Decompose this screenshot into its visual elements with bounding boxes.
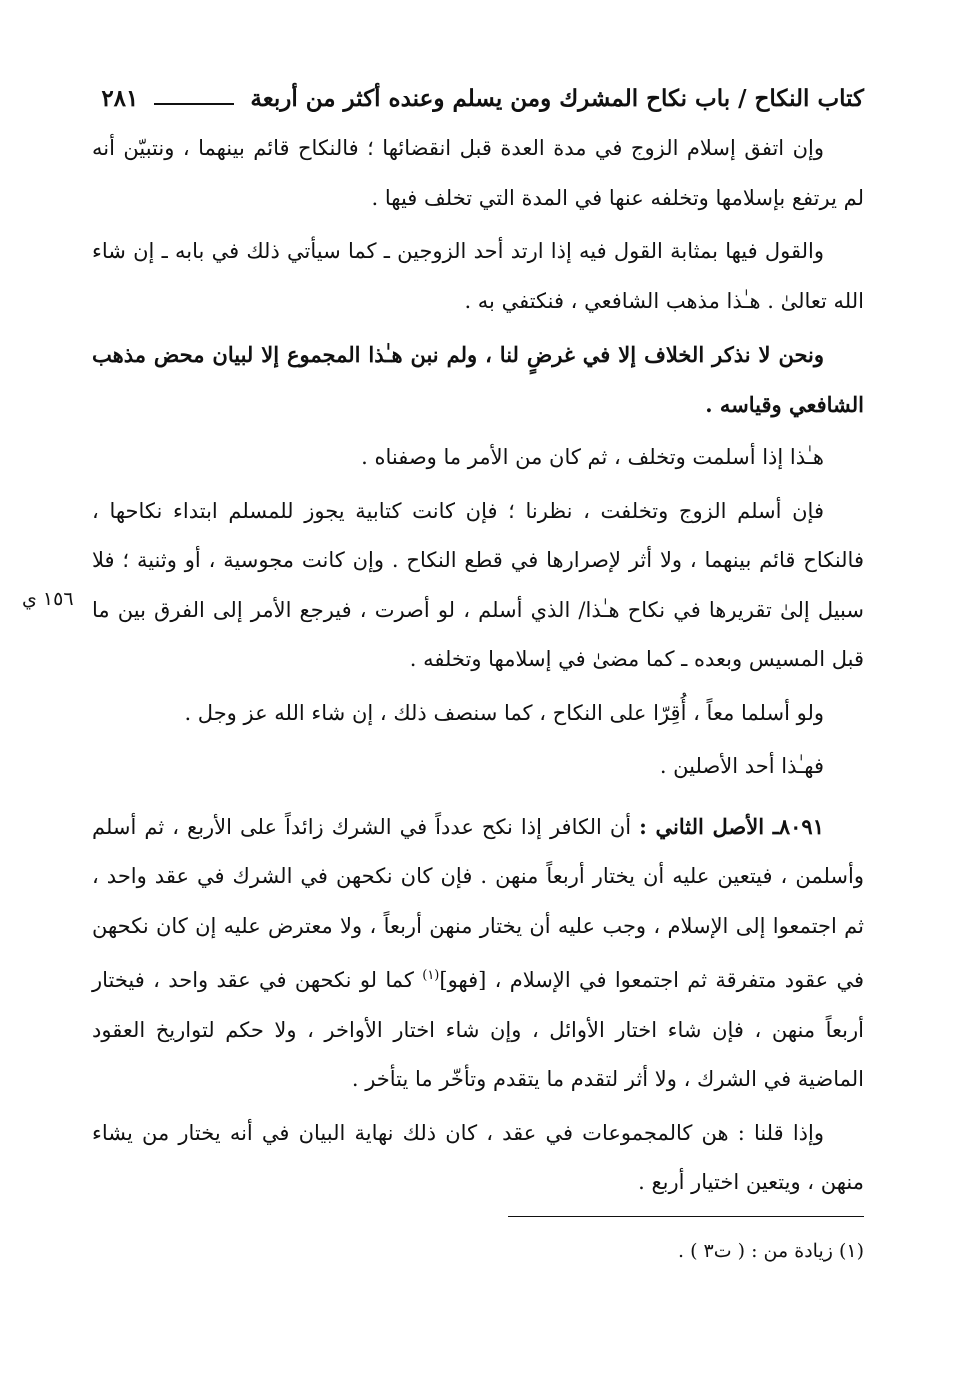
paragraph: وإذا قلنا : هن كالمجموعات في عقد ، كان ذلك نهاية البيان في أنه يختار من يشاء منهن ، ويتعين اختيار أربع .: [92, 1120, 864, 1194]
paragraph: فإن أسلم الزوج وتخلفت ، نظرنا ؛ فإن كانت كتابية يجوز للمسلم ابتداء نكاحها ، فالنكاح قائم بينهما ، ولا أثر لإصرارها في قطع النكاح . وإن كانت مجوسية ، أو وثنية ؛ فلا سبيل إلىٰ تقريرها في نكاح هـٰذا/ الذي أسلم ، لو أصرت ، فيرجع الأمر إلى الفرق بين ما قبل المسيس وبعده ـ كما مضىٰ في إسلامها وتخلفه .: [92, 498, 864, 671]
running-header: [92, 78, 864, 118]
paragraph: ونحن لا نذكر الخلاف إلا في غرضٍ لنا ، ولم نبن هـٰذا المجموع إلا لبيان محض مذهب الشافعي وقياسه .: [92, 342, 864, 417]
footnote: (١) زيادة من : ( ت٣ ) .: [677, 1240, 864, 1262]
footnote-separator: [508, 1216, 864, 1217]
paragraph: ولو أسلما معاً ، أُقِرّا على النكاح ، كما سنصف ذلك ، إن شاء الله عز وجل .: [184, 700, 824, 725]
paragraph-text: أن الكافر إذا نكح عدداً في الشرك زائداً على الأربع ، ثم أسلم وأسلمن ، فيتعين عليه أن يختار أربعاً منهن . فإن كان نكحهن في الشرك في عقد واحد ، ثم اجتمعوا إلى الإسلام ، وجب عليه أن يختار منهن أربعاً ، ولا معترض عليه إن كان نكحهن في عقود متفرقة ثم اجتمعوا في الإسلام ، [فهو]: [92, 814, 864, 992]
margin-note: ١٥٦ ي: [22, 588, 74, 610]
paragraph: [92, 802, 864, 1105]
footnote-ref: (١): [422, 968, 440, 983]
section-label: ٨٠٩١ـ الأصل الثاني :: [639, 813, 824, 839]
header-title: كتاب النكاح / باب نكاح المشرك ومن يسلم وعنده أكثر من أربعة: [250, 84, 864, 112]
paragraph: وإن اتفق إسلام الزوج في مدة العدة قبل انقضائها ؛ فالنكاح قائم بينهما ، ونتبيّن أنه لم يرتفع بإسلامها وتخلفه عنها في المدة التي تخلف فيها .: [92, 136, 864, 210]
paragraph: هـٰذا إذا أسلمت وتخلف ، ثم كان من الأمر ما وصفناه .: [361, 445, 824, 469]
main-text: [92, 124, 864, 1208]
paragraph-text-continued: كما لو نكحهن في عقد واحد ، فيختار أربعاً منهن ، فإن شاء اختار الأوائل ، وإن شاء اختار الأواخر ، ولا حكم لتواريخ العقود الماضية في الشرك ، ولا أثر لتقدم ما يتقدم وتأخّر ما يتأخر .: [92, 968, 864, 1091]
paragraph: فهـٰذا أحد الأصلين .: [659, 754, 824, 778]
header-rule: [154, 103, 234, 105]
page-number: ٢٨١: [101, 84, 139, 112]
paragraph: والقول فيها بمثابة القول فيه إذا ارتد أحد الزوجين ـ كما سيأتي ذلك في بابه ـ إن شاء الله تعالىٰ . هـٰذا مذهب الشافعي ، فنكتفي به .: [92, 239, 864, 313]
